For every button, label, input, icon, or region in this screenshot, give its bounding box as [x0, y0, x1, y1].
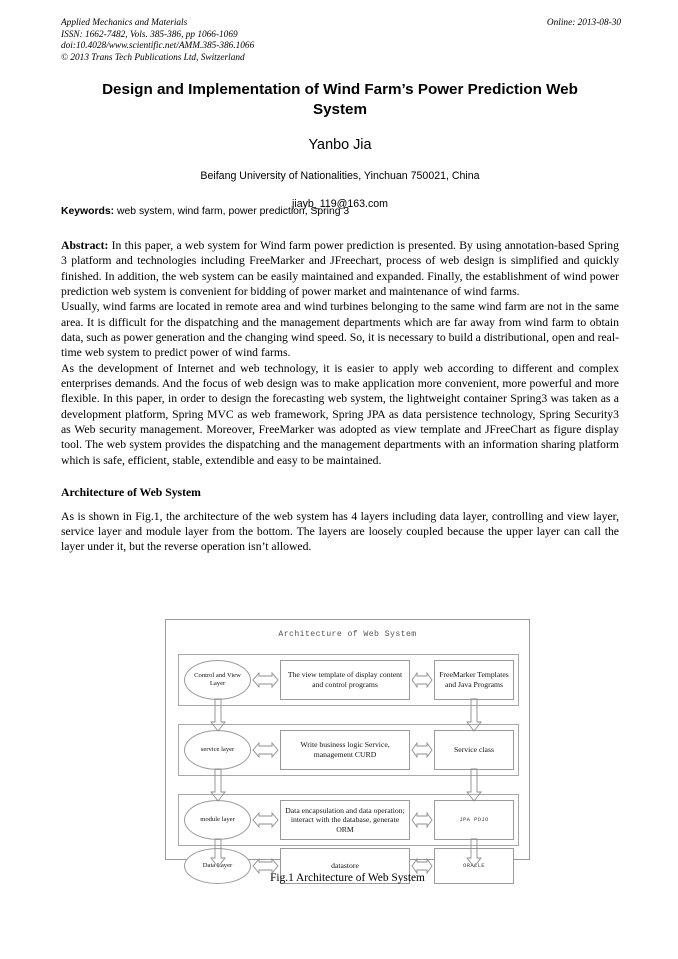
journal-copyright: © 2013 Trans Tech Publications Ltd, Switzerland: [61, 52, 245, 63]
keywords-value: web system, wind farm, power prediction, Spring 3: [114, 206, 350, 217]
title-block: [61, 80, 619, 211]
arrow-v-jpa-to-oracle: [466, 838, 482, 868]
arrow-v-service-class-to-jpa: [466, 768, 482, 802]
arrow-v-module-to-data: [210, 838, 226, 868]
journal-doi: doi:10.4028/www.scientific.net/AMM.385-386.1066: [61, 41, 255, 52]
arrow-h-row1-right: [411, 672, 433, 688]
node-data-layer: Data Layer: [184, 848, 251, 884]
node-datastore: datastore: [280, 848, 410, 884]
affiliation: Beifang University of Nationalities, Yinchuan 750021, China: [200, 170, 480, 182]
page-title: Design and Implementation of Wind Farm’s Power Prediction Web System: [102, 81, 578, 118]
keywords-line: [61, 205, 619, 219]
online-date: Online: 2013-08-30: [546, 18, 621, 28]
node-control-and-view-layer: Control and View Layer: [184, 660, 251, 700]
intro-paragraph-2: As the development of Internet and web technology, it is easier to apply web according to different and complex enterprises demands. And the focus of web design was to make application more convenient, more powerful and more flexible. In this paper, in order to design the forecasting web system, the lightweight container Spring3 was taken as a development platform, Spring MVC as web framework, Spring JPA as data persistence technology, Spring Security3 as Web security management. Moreover, FreeMarker was adopted as view template and JFreeChart as figure display tool. The web system provides the dispatching and the management departments with an information sharing platform which is safe, efficient, stable, extendible and easy to be maintained.: [61, 361, 619, 467]
keywords-label: Keywords:: [61, 206, 115, 217]
node-view-template: The view template of display content and control programs: [280, 660, 410, 700]
intro-paragraph-1: Usually, wind farms are located in remote area and wind turbines belonging to the same wind farm are not in the same area. It is difficult for the dispatching and the management departments which are far away from wind farm to obtain data, such as power generation and the changing wind speed. So, it is necessary to build a distributional, open and real-time web system to predict power of wind farms.: [61, 300, 619, 360]
journal-name: Applied Mechanics and Materials: [61, 18, 188, 28]
node-business-logic-service: Write business logic Service, management CURD: [280, 730, 410, 770]
arrow-h-row3-right: [411, 812, 433, 828]
node-oracle: ORACLE: [434, 848, 514, 884]
node-data-encapsulation: Data encapsulation and data operation; interact with the database, generate ORM: [280, 800, 410, 840]
section-paragraph-architecture: As is shown in Fig.1, the architecture of the web system has 4 layers including data layer, controlling and view layer, service layer and module layer from the bottom. The layers are loosely coupled because the upper layer can call the layer under it, but the reverse operation isn’t allowed.: [61, 509, 619, 554]
author-email: jiayb_119@163.com: [292, 198, 388, 210]
diagram-title: Architecture of Web System: [278, 630, 417, 639]
article-body: [61, 238, 619, 555]
node-freemarker-templates: FreeMarker Templates and Java Programs: [434, 660, 514, 700]
figure-1: [165, 619, 532, 884]
arrow-v-control-to-service: [210, 698, 226, 732]
journal-masthead: [61, 18, 254, 64]
arrow-v-service-to-module: [210, 768, 226, 802]
arrow-v-freemarker-to-service-class: [466, 698, 482, 732]
arrow-h-row1-left: [252, 672, 279, 688]
section-heading-architecture: Architecture of Web System: [61, 486, 201, 500]
node-jpa-pojo: JPA POJO: [434, 800, 514, 840]
abstract-paragraph: [61, 238, 619, 299]
node-module-layer: module layer: [184, 800, 251, 840]
arrow-h-row2-right: [411, 742, 433, 758]
journal-issn: ISSN: 1662-7482, Vols. 385-386, pp 1066-1069: [61, 29, 238, 40]
arrow-h-row3-left: [252, 812, 279, 828]
architecture-diagram: [165, 619, 530, 871]
abstract-text: In this paper, a web system for Wind farm power prediction is presented. By using annotation-based Spring 3 platform and technologies including FreeMarker and JFreechart, process of web design is simplified and quickly finished. In addition, the web system can be easily maintained and expanded. Finally, the establishment of wind power prediction web system is convenient for bidding of power market and maintenance of wind farms.: [61, 239, 619, 299]
node-service-layer: service layer: [184, 730, 251, 770]
arrow-h-row2-left: [252, 742, 279, 758]
author-name: Yanbo Jia: [308, 137, 372, 153]
abstract-label: Abstract:: [61, 239, 109, 252]
figure-caption: Fig.1 Architecture of Web System: [270, 872, 425, 884]
node-service-class: Service class: [434, 730, 514, 770]
journal-header: [61, 18, 621, 70]
